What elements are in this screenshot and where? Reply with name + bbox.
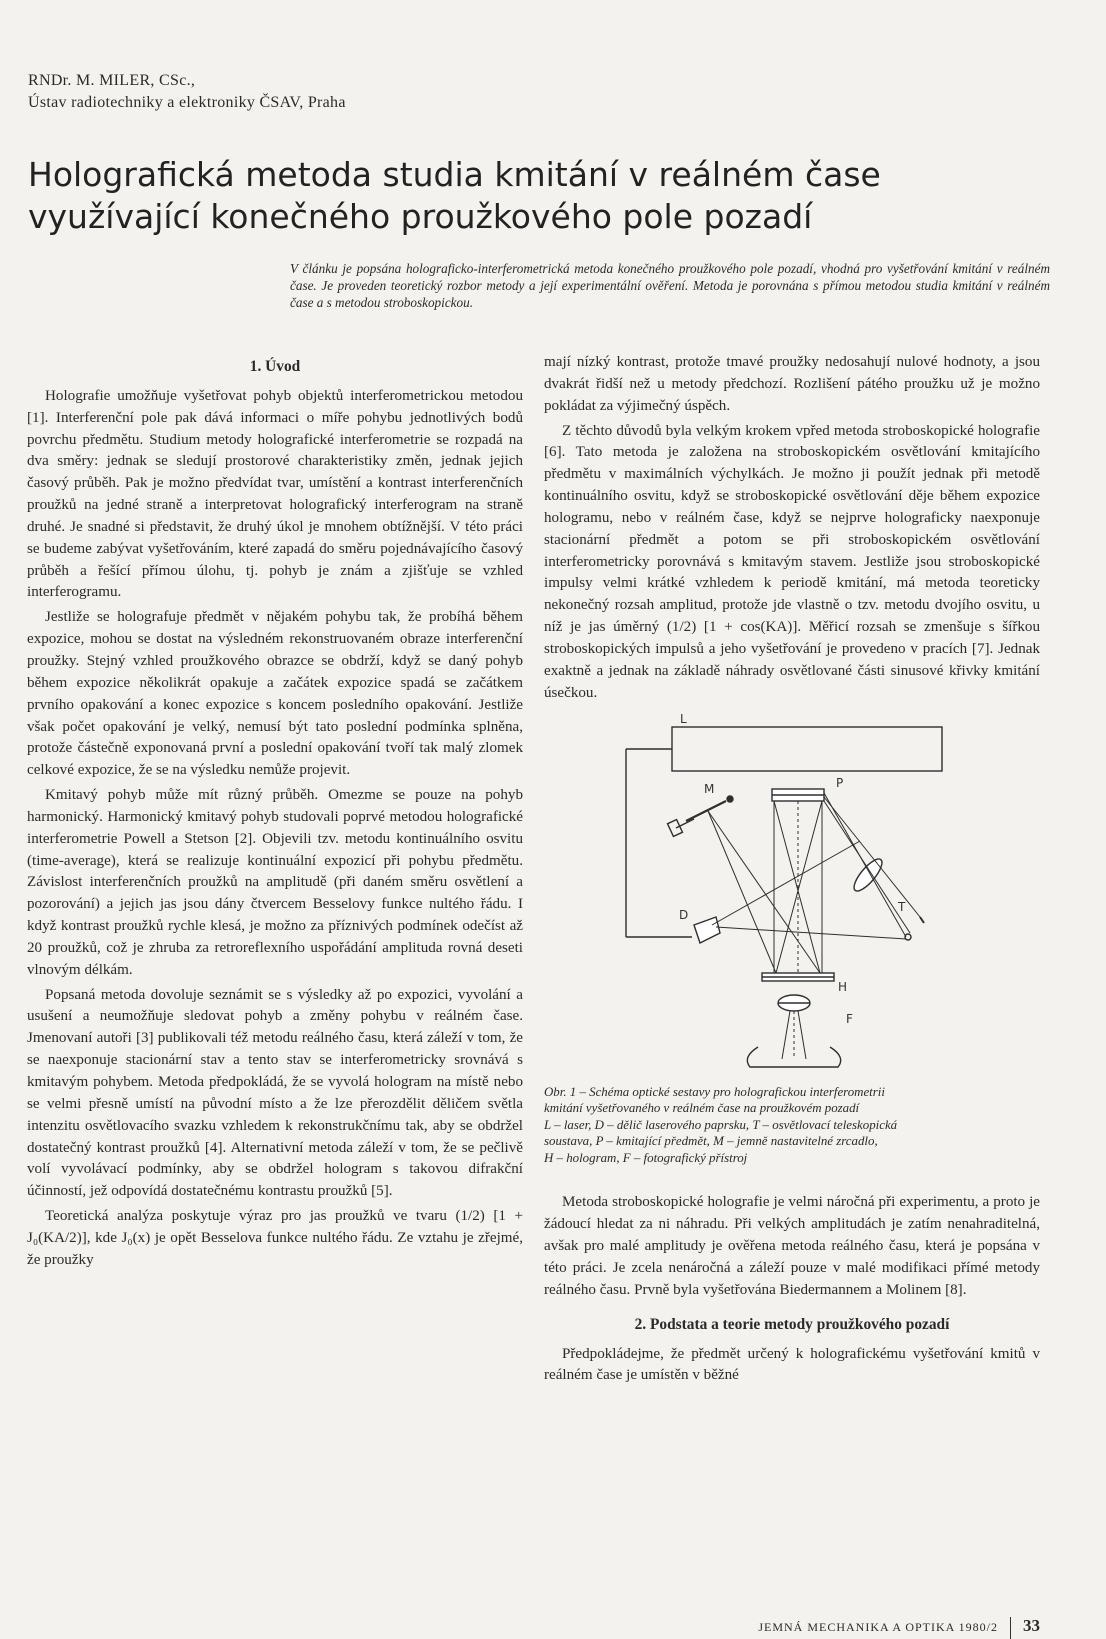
camera-ray [798,1011,806,1059]
label-D: D [679,907,689,922]
left-column [27,352,523,1275]
author-name: RNDr. M. MILER, CSc., [28,72,196,89]
author-block [28,70,346,114]
right-column [544,352,1040,1390]
paragraph: Metoda stroboskopické holografie je velmi náročná při experimentu, a proto je žádoucí hledat za ni náhradu. Při velkých amplitudách je zatím nenahraditelná, avšak pro malé amplitudy je ověřena metoda reálného času, která je popsána v této práci. Je zcela nenáročná a záleží pouze v malé modifikaci přímé metody reálného času. Prvně byla vyšetřována Biedermannem a Molinem [8]. [544,1194,1040,1298]
laser-tube [672,727,942,771]
paragraph: mají nízký kontrast, protože tmavé proužky nedosahují nulové hodnoty, a jsou dvakrát řidší než u metody předchozí. Rozlišení pátého proužku už je možno pokládat za výjimečný úspěch. [544,354,1040,414]
figure-caption [544,1084,1040,1167]
camera-ray [782,1011,790,1059]
paragraph: Předpokládejme, že předmět určený k holografickému vyšetřování kmitů v reálném čase je umístěn v běžné [544,1345,1040,1384]
label-M: M [704,781,715,796]
optical-setup-diagram [544,711,1040,1076]
label-F: F [846,1011,853,1026]
caption-line: H – hologram, F – fotografický přístroj [544,1150,748,1165]
section-1-heading: 1. Úvod [249,358,301,375]
paragraph: Teoretická analýza poskytuje výraz pro jas proužků ve tvaru (1/2) [1 + J₀(KA/2)], kde J₀(x) je opět Besselova funkce nultého řádu. Ze vztahu je zřejmé, že proužky [27,1208,523,1268]
paragraph: Holografie umožňuje vyšetřovat pohyb objektů interferometrickou metodou [1]. Interferenční pole pak dává informaci o míře pohybu jednotlivých bodů povrchu předmětu. Studium metody holografické interferometrie se rozpadá na dva směry: jednak se sledují prostorové charakteristiky změn, jednak jejich časový průběh. Pak je možno předvídat tvar, umístění a kontrast interferenčních proužků na jedné straně a interpretovat holografický interferogram na straně druhé. Je snadné si představit, že druhý úkol je mnohem obtížnější. V této práci se budeme zabývat vyšetřováním, které zapadá do směru pojednávajícího časový průběh a řešící přímou úlohu, tj. pohyb je znám a zjišťuje se vzhled interferogramu. [27,387,523,601]
author-affiliation: Ústav radiotechniky a elektroniky ČSAV, Praha [28,94,346,111]
mirror-mount [668,819,683,836]
caption-line: L – laser, D – dělič laserového paprsku, T – osvětlovací teleskopická [544,1117,898,1132]
reference-ray [708,811,776,973]
label-L: L [680,711,687,726]
ray [776,801,822,973]
page-number: 33 [1023,1616,1040,1635]
illum-ray [712,841,860,925]
label-T: T [898,899,906,914]
mirror-plate [686,801,726,821]
mirror-corner [920,917,924,923]
caption-line: soustava, P – kmitající předmět, M – jemně nastavitelné zrcadlo, [544,1134,878,1149]
label-P: P [836,775,844,790]
ray [774,801,820,973]
beam-splitter [694,917,720,943]
paragraph: Popsaná metoda dovoluje seznámit se s výsledky až po expozici, vyvolání a usušení a neumožňuje sledovat pohyb a změny pohybu v reálném čase. Jmenovaní autoři [3] publikovali též metodu reálného času, která záleží v tom, že se naexponuje stacionární stav a tento stav se interferometricky srovnává s kmitavým pohybem. Metoda předpokládá, že se vyvolá hologram na místě nebo se velmi přesně umístí na původní místo a že lze přerozdělit děličem světla intenzitu osvětlovacího svazku vzhledem k rekonstrukčnímu tak, aby se obdržel dostatečný kontrast proužků [4]. Alternativní metoda záleží v tom, že se pečlivě volí vyvolávací podmínky, aby se obdržel hologram s takovou difrakční účinností, jež odpovídá dostatečnému kontrastu proužků [5]. [27,986,523,1200]
paragraph: Kmitavý pohyb může mít různý průběh. Omezme se pouze na pohyb harmonický. Harmonický kmitavý pohyb studovali poprvé metodou holografické interferometrie Powell a Stetson [2]. Objevili tzv. metodu kontinuálního osvitu (time-average), která se realizuje kontinuální expozicí při pohybu předmětu. Závislost interferenčních proužků na amplitudě (při daném směru osvětlení a pozorování) a jejich jas jsou dány čtvercem Besselovy funkce nultého řádu. I když kontrast proužků rychle klesá, je možno za příznivých podmínek odečíst až 20 proužků, což je zhruba za retroreflexního uspořádání amplituda rovná deseti vlnovým délkám. [27,787,523,978]
paragraph: Jestliže se holografuje předmět v nějakém pohybu tak, že probíhá během expozice, mohou se dostat na výsledném rekonstruovaném obraze interferenční proužky. Stejný vzhled proužkového obrazce se obdrží, když se daný pohyb během expozice několikrát opakuje a začátek expozice spadá se začátkem prvního opakování a konec expozice s koncem posledního opakování. Jestliže však počet opakování je velký, nemusí být tato poslední podmínka splněna, protože částečně exponovaná první a poslední opakování tvoří tak malý zlomek celkové expozice, že se na výsledku nemůže projevit. [27,609,523,779]
journal-name: JEMNÁ MECHANIKA A OPTIKA 1980/2 [758,1620,998,1634]
reference-ray [708,811,820,973]
caption-line: Obr. 1 – Schéma optické sestavy pro holografickou interferometrii [544,1084,885,1099]
title-line-2: využívající konečného proužkového pole pozadí [28,197,813,236]
paragraph: Z těchto důvodů byla velkým krokem vpřed metoda stroboskopické holografie [6]. Tato metoda je založena na stroboskopickém osvětlování kmitajícího předmětu v maximálních výchylkách. Je možno ji použít jednak při metodě kontinuálního osvitu, když se stroboskopické osvětlování děje během expozice hologramu, nebo v reálném čase, když se nejprve holograficky naexponuje stacionární předmět a potom se při stroboskopickém osvětlování interferometricky porovnává s kmitavým stavem. Jestliže jsou stroboskopické impulsy velmi krátké vzhledem k periodě kmitání, má metoda teoreticky nekonečný rozsah amplitud, protože jde vlastně o tzv. metodu dvojího osvitu, u níž je jas úměrný (1/2) [1 + cos(KA)]. Měřicí rozsah se zmenšuje s šířkou stroboskopických impulsů a jeho vyšetřování je provedeno v pracích [7]. Jednak exaktně a jednak na základě náhrady osvětlované části sinusové křivky kmitání úsečkou. [544,422,1040,701]
telescope-ray [824,797,920,917]
mirror-knob [727,796,733,802]
abstract: V článku je popsána holograficko-interferometrická metoda konečného proužkového pole pozadí, vhodná pro vyšetřování kmitání v reálném čase. Je proveden teoretický rozbor metody a její experimentální ověření. Metoda je porovnána s přímou metodou studia kmitání v reálném čase a s metodou stroboskopickou. [290,261,1050,310]
section-2-heading: 2. Podstata a teorie metody proužkového pozadí [634,1315,950,1333]
title-line-1: Holografická metoda studia kmitání v reálném čase [28,155,881,194]
illum-ray [716,927,906,939]
page-footer [758,1616,1040,1639]
article-title [28,154,1048,238]
label-H: H [838,979,848,994]
caption-line: kmitání vyšetřovaného v reálném čase na proužkovém pozadí [544,1101,860,1116]
optical-setup-figure [544,711,1040,1076]
footer-divider [1010,1617,1011,1639]
telescope-ray [824,793,906,937]
